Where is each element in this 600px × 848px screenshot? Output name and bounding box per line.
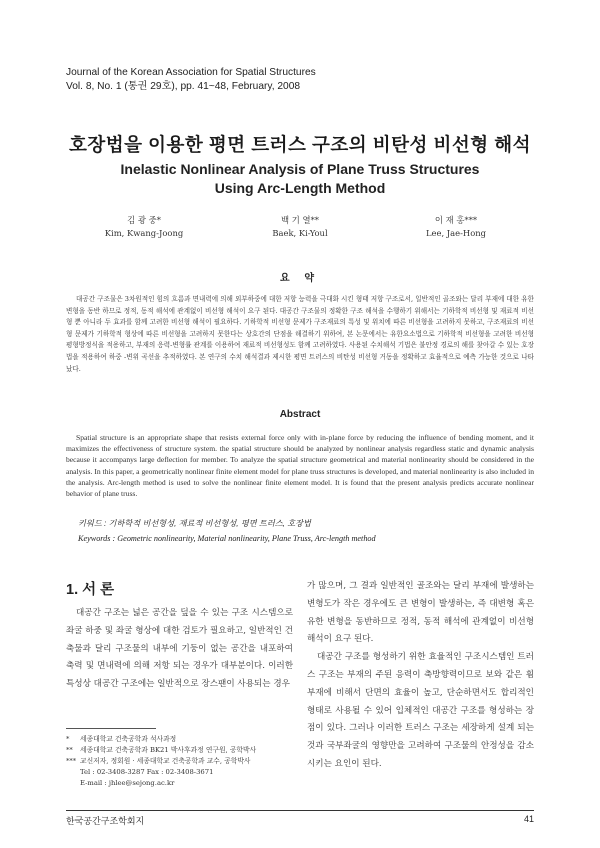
yoyak-heading: 요 약: [279, 273, 321, 284]
author-list: [66, 214, 534, 240]
journal-volume: Vol. 8, No. 1 (통권 29호), pp. 41~48, February, 2008: [66, 81, 301, 92]
body-paragraph: 대공간 구조는 넓은 공간을 덮을 수 있는 구조 시스템으로 좌굴 하중 및 좌굴 형상에 대한 검토가 필요하고, 일반적인 건축물과 달리 구조물의 내부에 기둥이 없는 공간을 내포하여 축력 및 면내력에 의해 저항 되는 경우가 대부분이다. 이러한 특성상 대공간 구조에는 일반적으로 장스팬이 사용되는 경우: [66, 608, 293, 690]
author-1-korean: 김 광 중*: [127, 215, 161, 225]
author-3: [378, 214, 534, 240]
keywords-english: Keywords : Geometric nonlinearity, Material nonlinearity, Plane Truss, Arc-length method: [78, 534, 376, 543]
footnote: [66, 756, 293, 767]
footer-divider: [66, 810, 534, 811]
footnote: [66, 745, 293, 756]
footnote-text: 교신저자, 정회원 · 세종대학교 건축공학과 교수, 공학박사: [80, 757, 251, 765]
title-english: [0, 160, 600, 198]
title-english-line1: Inelastic Nonlinear Analysis of Plane Truss Structures: [120, 161, 480, 177]
footnote: [66, 734, 293, 745]
abstract-heading: Abstract: [279, 409, 321, 420]
author-3-english: Lee, Jae-Hong: [425, 228, 487, 238]
contact-phone-fax: Tel : 02-3408-3287 Fax : 02-3408-3671: [80, 768, 214, 776]
page-number: 41: [523, 814, 534, 824]
keywords-korean: 키워드 : 기하학적 비선형성, 재료적 비선형성, 평면 트러스, 호장법: [78, 519, 311, 528]
author-2-english: Baek, Ki-Youl: [272, 228, 328, 238]
author-3-korean: 이 재 홍***: [434, 215, 478, 225]
yoyak-text: 대공간 구조물은 3차원적인 힘의 흐름과 면내력에 의해 외부하중에 대한 저항 능력을 극대화 시킨 형태 저항 구조로서, 일반적인 골조와는 달리 부재에 대한 유한 변형을 동반 하므로 정적, 동적 해석에 관계없이 비선형 해석이 요구 된다. 대공간 구조물의 정확한 구조 해석을 수행하기 위해서는 기하학적 비선형 및 재료적 비선형 뿐 아니라 두 효과를 함께 고려한 비선형 해석이 필요하다. 기하학적 비선형 문제가 구조재료의 특성 및 위치에 따른 비선형을 고려하지 못하고, 구조재료의 비선형 문제가 기하학적 형상에 따른 비선형을 고려하지 못한다는 상호간의 단점을 해결하기 위하여, 본 논문에서는 유한요소법으로 기하학적 비선형을 고려한 비선형 평형방정식을 적용하고, 부재의 응력-변형률 관계를 이용하여 재료적 비선형성도 함께 고려하였다. 사용된 수치해석 기법은 불안정 경로의 해를 찾아갈 수 있는 호장법을 적용하여 하중 -변위 곡선을 추적하였다. 본 연구의 수치 해석결과 제시한 평면 트러스의 비탄성 비선형 거동을 정확하고 효율적으로 예측 가능한 것으로 나타났다.: [66, 295, 534, 373]
footnote-text: 세종대학교 건축공학과 석사과정: [80, 735, 177, 743]
contact-email: E-mail : jhlee@sejong.ac.kr: [80, 779, 175, 787]
author-2-korean: 백 기 열**: [281, 215, 319, 225]
author-1-english: Kim, Kwang-Joong: [104, 228, 184, 238]
abstract-text: Spatial structure is an appropriate shape that resists external force only with in-plane force by reducing the influence of bending moment, and it maximizes the effectiveness of structure system. the spatial structure should be analyzed by nonlinear analysis regardless static and dynamic analysis because it accompanys large deflection for member. To analyze the spatial structure geometrical and material nonlinearity should be considered in the analysis. In this paper, a geometrically nonlinear finite element model for plane truss structures is developed, and material nonlinearity is also included in the analysis. Arc-length method is used to solve the nonlinear finite element model. It is found that the present analysis predicts accurate nonlinear behavior of plane truss.: [66, 433, 534, 499]
footnote-mark: ***: [66, 757, 77, 765]
body-paragraph-continued: 가 많으며, 그 결과 일반적인 골조와는 달리 부재에 발생하는 변형도가 작은 경우에도 큰 변형이 발생하는, 즉 대변형 혹은 유한 변형을 동반하므로 정적, 동적 해석에 관계없이 비선형 해석이 요구 된다.: [307, 581, 534, 645]
section-heading: 1. 서 론: [66, 582, 115, 598]
journal-name: Journal of the Korean Association for Spatial Structures: [66, 67, 316, 78]
footnotes: [66, 734, 293, 789]
body-right-column: [307, 578, 534, 774]
footnote-divider: [66, 728, 156, 729]
footer-journal: 한국공간구조학회지: [66, 817, 145, 827]
footnote-text: 세종대학교 건축공학과 BK21 박사후과정 연구원, 공학박사: [80, 746, 257, 754]
body-left-column: [66, 605, 293, 694]
title-english-line2: Using Arc-Length Method: [214, 180, 386, 196]
title-korean: 호장법을 이용한 평면 트러스 구조의 비탄성 비선형 해석: [68, 134, 531, 155]
body-paragraph: 대공간 구조를 형성하기 위한 효율적인 구조시스템인 트러스 구조는 부재의 주된 응력이 축방향력이므로 보와 같은 휨 부재에 비해서 단면의 효율이 높고, 단순하면서도 합리적인 형태로 사용될 수 있어 입체적인 대공간 구조를 형성하는 장점이 있다. 그러나 이러한 트러스 구조는 세장하게 설계 되는 것과 국부좌굴의 영향만을 고려하여 구조물의 안정성을 감소시키는 요인이 된다.: [307, 652, 534, 769]
footnote-mark: *: [66, 735, 70, 743]
footnote-mark: **: [66, 746, 73, 754]
author-2: [222, 214, 378, 240]
journal-info: [66, 66, 316, 94]
author-1: [66, 214, 222, 240]
